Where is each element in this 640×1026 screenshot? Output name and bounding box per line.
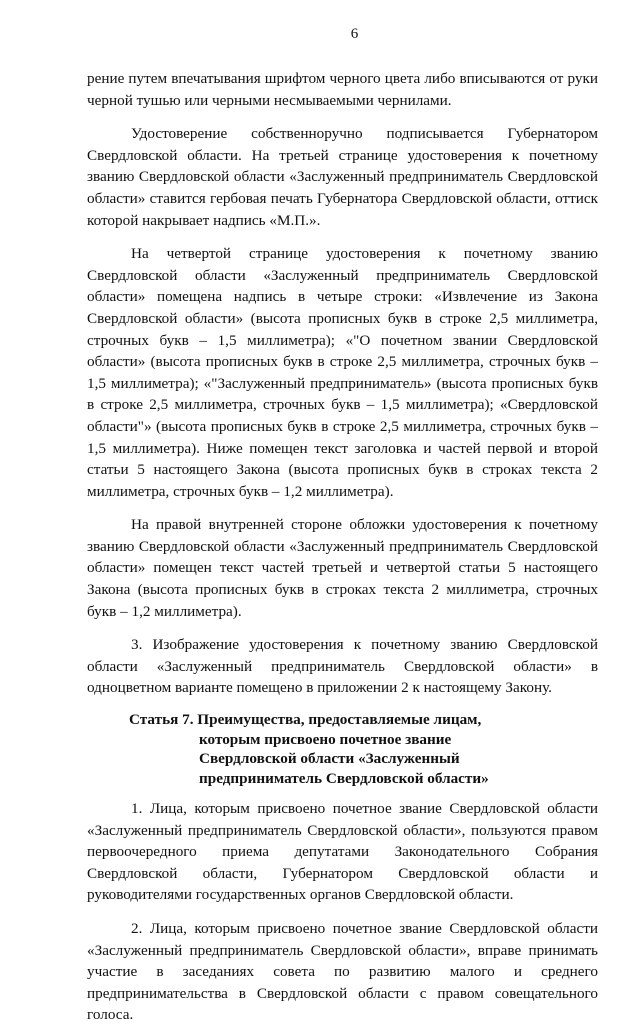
article-7-heading	[87, 710, 598, 788]
paragraph-fourth-page: На четвертой странице удостоверения к почетному званию Свердловской области «Заслуженный предприниматель Свердловской области» помещена надпись в четыре строки: «Извлечение из Закона Свердловской области» (высота прописных букв в строке 2,5 миллиметра, строчных букв – 1,5 миллиметра); «"О почетном звании Свердловской области» (высота прописных букв в строке 2,5 миллиметра, строчных букв – 1,5 миллиметра); «"Заслуженный предприниматель» (высота прописных букв в строке 2,5 миллиметра, строчных букв – 1,5 миллиметра); «Свердловской области"» (высота прописных букв в строке 2,5 миллиметра, строчных букв – 1,5 миллиметра). Ниже помещен текст заголовка и частей первой и второй статьи 5 настоящего Закона (высота прописных букв в строках текста 2 миллиметра, строчных букв – 1,2 миллиметра).	[87, 245, 598, 500]
article-7-paragraph-2: 2. Лица, которым присвоено почетное звание Свердловской области «Заслуженный предприниматель Свердловской области», вправе принимать участие в заседаниях совета по развитию малого и среднего предпринимательства в Свердловской области с правом совещательного голоса.	[87, 920, 598, 1024]
article-7-paragraph-1: 1. Лица, которым присвоено почетное звание Свердловской области «Заслуженный предприниматель Свердловской области», пользуются правом первоочередного приема депутатами Законодательного Собрания Свердловской области, Губернатором Свердловской области и руководителями государственных органов Свердловской области.	[87, 800, 598, 904]
page-number: 6	[350, 26, 359, 42]
article-heading-line-3: Свердловской области «Заслуженный	[199, 750, 460, 768]
article-heading-line-2: которым присвоено почетное звание	[199, 730, 452, 748]
paragraph-signature: Удостоверение собственноручно подписывается Губернатором Свердловской области. На третьей странице удостоверения к почетному званию Свердловской области «Заслуженный предприниматель Свердловской области» ставится гербовая печать Губернатора Свердловской области, оттиск которой накрывает надпись «М.П.».	[87, 125, 598, 229]
paragraph-image-appendix: 3. Изображение удостоверения к почетному званию Свердловской области «Заслуженный предприниматель Свердловской области» в одноцветном варианте помещено в приложении 2 к настоящему Закону.	[87, 636, 598, 697]
paragraph-continuation: рение путем впечатывания шрифтом черного цвета либо вписываются от руки черной тушью или черными несмываемыми чернилами.	[87, 70, 598, 109]
article-heading-line-1: Статья 7. Преимущества, предоставляемые лицам,	[129, 711, 482, 729]
article-heading-line-4: предприниматель Свердловской области»	[199, 769, 489, 787]
paragraph-inner-cover: На правой внутренней стороне обложки удостоверения к почетному званию Свердловской области «Заслуженный предприниматель Свердловской области» помещен текст частей третьей и четвертой статьи 5 настоящего Закона (высота прописных букв в строках текста 2 миллиметра, строчных букв – 1,2 миллиметра).	[87, 516, 598, 620]
